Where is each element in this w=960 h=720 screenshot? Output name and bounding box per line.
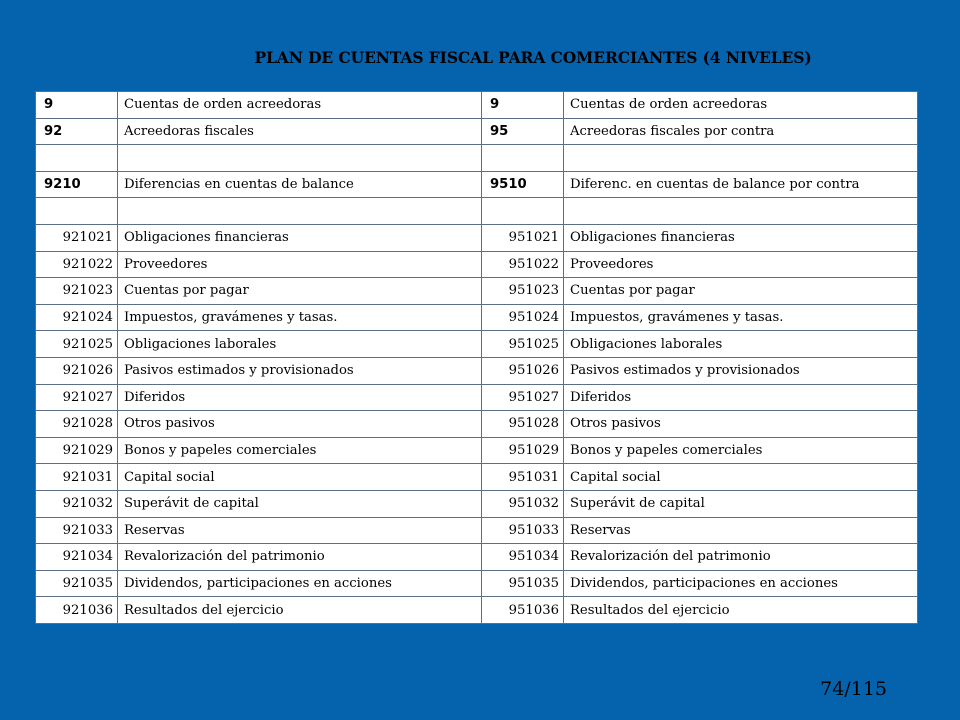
account-description-cell: Otros pasivos bbox=[118, 411, 482, 438]
account-description-cell: Revalorización del patrimonio bbox=[118, 544, 482, 571]
account-code-cell: 921034 bbox=[36, 544, 118, 571]
table-row bbox=[36, 331, 918, 358]
account-code-cell: 921035 bbox=[36, 570, 118, 597]
account-description-cell: Superávit de capital bbox=[118, 490, 482, 517]
account-code-cell: 921033 bbox=[36, 517, 118, 544]
contra-account-description-cell: Pasivos estimados y provisionados bbox=[564, 357, 918, 384]
contra-account-description-cell: Acreedoras fiscales por contra bbox=[564, 118, 918, 145]
account-description-cell: Pasivos estimados y provisionados bbox=[118, 357, 482, 384]
contra-account-description-cell: Capital social bbox=[564, 464, 918, 491]
table-row bbox=[36, 357, 918, 384]
table-row bbox=[36, 251, 918, 278]
contra-account-code-cell: 951027 bbox=[482, 384, 564, 411]
contra-account-code-cell: 951031 bbox=[482, 464, 564, 491]
account-description-cell: Reservas bbox=[118, 517, 482, 544]
contra-account-description-cell bbox=[564, 145, 918, 172]
account-description-cell: Dividendos, participaciones en acciones bbox=[118, 570, 482, 597]
account-description-cell: Diferencias en cuentas de balance bbox=[118, 171, 482, 198]
table-row bbox=[36, 92, 918, 119]
table-row bbox=[36, 517, 918, 544]
account-description-cell: Capital social bbox=[118, 464, 482, 491]
contra-account-description-cell: Superávit de capital bbox=[564, 490, 918, 517]
account-description-cell: Obligaciones laborales bbox=[118, 331, 482, 358]
account-description-cell: Diferidos bbox=[118, 384, 482, 411]
account-code-cell: 921021 bbox=[36, 224, 118, 251]
contra-account-code-cell: 951022 bbox=[482, 251, 564, 278]
table-row bbox=[36, 118, 918, 145]
account-code-cell: 921023 bbox=[36, 278, 118, 305]
contra-account-description-cell: Obligaciones financieras bbox=[564, 224, 918, 251]
table-row bbox=[36, 437, 918, 464]
contra-account-code-cell: 9 bbox=[482, 92, 564, 119]
account-code-cell bbox=[36, 145, 118, 172]
account-code-cell: 921032 bbox=[36, 490, 118, 517]
contra-account-code-cell: 951021 bbox=[482, 224, 564, 251]
table-row bbox=[36, 224, 918, 251]
table-row bbox=[36, 597, 918, 624]
table-row bbox=[36, 304, 918, 331]
contra-account-description-cell: Diferenc. en cuentas de balance por contra bbox=[564, 171, 918, 198]
account-code-cell: 921036 bbox=[36, 597, 118, 624]
account-code-cell: 921031 bbox=[36, 464, 118, 491]
account-description-cell: Impuestos, gravámenes y tasas. bbox=[118, 304, 482, 331]
account-code-cell: 921026 bbox=[36, 357, 118, 384]
page-number: 74/115 bbox=[820, 678, 887, 700]
account-code-cell: 921022 bbox=[36, 251, 118, 278]
contra-account-code-cell: 951029 bbox=[482, 437, 564, 464]
contra-account-code-cell: 951025 bbox=[482, 331, 564, 358]
contra-account-description-cell: Obligaciones laborales bbox=[564, 331, 918, 358]
contra-account-code-cell: 9510 bbox=[482, 171, 564, 198]
account-code-cell bbox=[36, 198, 118, 225]
page-title: PLAN DE CUENTAS FISCAL PARA COMERCIANTES (4 NIVELES) bbox=[254, 48, 812, 67]
account-code-cell: 921024 bbox=[36, 304, 118, 331]
account-description-cell: Cuentas de orden acreedoras bbox=[118, 92, 482, 119]
contra-account-code-cell: 951023 bbox=[482, 278, 564, 305]
contra-account-description-cell: Bonos y papeles comerciales bbox=[564, 437, 918, 464]
account-description-cell bbox=[118, 145, 482, 172]
contra-account-code-cell: 951035 bbox=[482, 570, 564, 597]
account-description-cell bbox=[118, 198, 482, 225]
account-description-cell: Proveedores bbox=[118, 251, 482, 278]
contra-account-description-cell: Cuentas de orden acreedoras bbox=[564, 92, 918, 119]
contra-account-description-cell bbox=[564, 198, 918, 225]
contra-account-code-cell: 951036 bbox=[482, 597, 564, 624]
contra-account-code-cell: 951024 bbox=[482, 304, 564, 331]
account-code-cell: 92 bbox=[36, 118, 118, 145]
contra-account-description-cell: Dividendos, participaciones en acciones bbox=[564, 570, 918, 597]
contra-account-description-cell: Resultados del ejercicio bbox=[564, 597, 918, 624]
account-code-cell: 921029 bbox=[36, 437, 118, 464]
contra-account-code-cell: 951028 bbox=[482, 411, 564, 438]
contra-account-description-cell: Impuestos, gravámenes y tasas. bbox=[564, 304, 918, 331]
accounts-table-body bbox=[36, 92, 918, 624]
table-row bbox=[36, 464, 918, 491]
table-row bbox=[36, 384, 918, 411]
table-row bbox=[36, 198, 918, 225]
contra-account-code-cell: 951026 bbox=[482, 357, 564, 384]
contra-account-description-cell: Proveedores bbox=[564, 251, 918, 278]
contra-account-description-cell: Otros pasivos bbox=[564, 411, 918, 438]
contra-account-description-cell: Reservas bbox=[564, 517, 918, 544]
account-description-cell: Resultados del ejercicio bbox=[118, 597, 482, 624]
account-code-cell: 9 bbox=[36, 92, 118, 119]
table-row bbox=[36, 544, 918, 571]
contra-account-code-cell: 951033 bbox=[482, 517, 564, 544]
contra-account-description-cell: Cuentas por pagar bbox=[564, 278, 918, 305]
contra-account-code-cell bbox=[482, 145, 564, 172]
account-code-cell: 921028 bbox=[36, 411, 118, 438]
account-description-cell: Obligaciones financieras bbox=[118, 224, 482, 251]
contra-account-code-cell: 951032 bbox=[482, 490, 564, 517]
contra-account-code-cell bbox=[482, 198, 564, 225]
accounts-table bbox=[35, 91, 918, 624]
contra-account-code-cell: 951034 bbox=[482, 544, 564, 571]
account-description-cell: Cuentas por pagar bbox=[118, 278, 482, 305]
table-row bbox=[36, 411, 918, 438]
contra-account-description-cell: Diferidos bbox=[564, 384, 918, 411]
table-row bbox=[36, 171, 918, 198]
table-row bbox=[36, 278, 918, 305]
table-row bbox=[36, 490, 918, 517]
account-code-cell: 921025 bbox=[36, 331, 118, 358]
table-row bbox=[36, 145, 918, 172]
contra-account-code-cell: 95 bbox=[482, 118, 564, 145]
account-code-cell: 9210 bbox=[36, 171, 118, 198]
table-row bbox=[36, 570, 918, 597]
account-description-cell: Bonos y papeles comerciales bbox=[118, 437, 482, 464]
contra-account-description-cell: Revalorización del patrimonio bbox=[564, 544, 918, 571]
account-code-cell: 921027 bbox=[36, 384, 118, 411]
account-description-cell: Acreedoras fiscales bbox=[118, 118, 482, 145]
